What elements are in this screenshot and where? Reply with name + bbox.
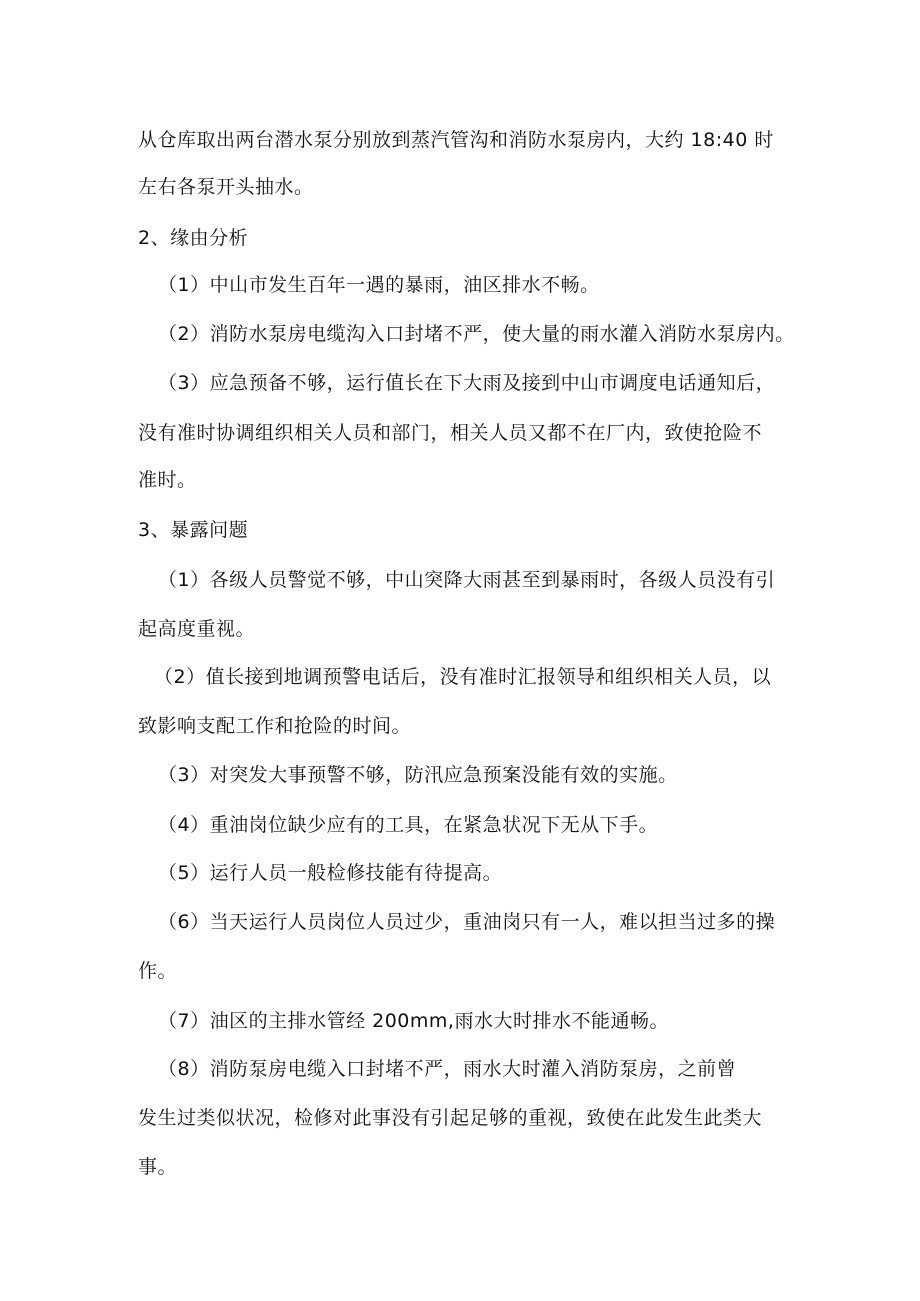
cause-item-2: （2）消防水泵房电缆沟入口封堵不严，使大量的雨水灌入消防水泵房内。 xyxy=(158,323,795,345)
problem-item-2-line-2: 致影响支配工作和抢险的时间。 xyxy=(138,715,412,737)
problem-item-4: （4）重油岗位缺少应有的工具，在紧急状况下无从下手。 xyxy=(158,814,659,836)
problem-item-5: （5）运行人员一般检修技能有待提高。 xyxy=(158,862,503,884)
problem-item-8-line-2: 发生过类似状况，检修对此事没有引起足够的重视，致使在此发生此类大 xyxy=(138,1107,763,1129)
section-heading-exposed-problems: 3、暴露问题 xyxy=(138,519,249,541)
problem-item-7: （7）油区的主排水管经 200mm,雨水大时排水不能通畅。 xyxy=(158,1010,669,1032)
problem-item-8-line-1: （8）消防泵房电缆入口封堵不严，雨水大时灌入消防泵房，之前曾 xyxy=(158,1058,737,1080)
cause-item-3-line-2: 没有准时协调组织相关人员和部门，相关人员又都不在厂内，致使抢险不 xyxy=(138,422,763,444)
section-heading-cause-analysis: 2、缘由分析 xyxy=(138,227,249,249)
problem-item-6-line-1: （6）当天运行人员岗位人员过少，重油岗只有一人，难以担当过多的操 xyxy=(158,911,776,933)
problem-item-1-line-1: （1）各级人员警觉不够，中山突降大雨甚至到暴雨时，各级人员没有引 xyxy=(158,569,776,591)
cause-item-1: （1）中山市发生百年一遇的暴雨，油区排水不畅。 xyxy=(158,274,600,296)
paragraph-line-1: 从仓库取出两台潜水泵分别放到蒸汽管沟和消防水泵房内，大约 18:40 时 xyxy=(138,129,774,151)
problem-item-1-line-2: 起高度重视。 xyxy=(138,618,256,640)
problem-item-6-line-2: 作。 xyxy=(138,960,178,982)
cause-item-3-line-3: 准时。 xyxy=(138,469,197,491)
cause-item-3-line-1: （3）应急预备不够，运行值长在下大雨及接到中山市调度电话通知后， xyxy=(158,372,776,394)
problem-item-8-line-3: 事。 xyxy=(138,1156,178,1178)
problem-item-2-line-1: （2）值长接到地调预警电话后，没有准时汇报领导和组织相关人员，以 xyxy=(154,666,772,688)
problem-item-3: （3）对突发大事预警不够，防汛应急预案没能有效的实施。 xyxy=(158,764,678,786)
paragraph-line-2: 左右各泵开头抽水。 xyxy=(138,176,314,198)
